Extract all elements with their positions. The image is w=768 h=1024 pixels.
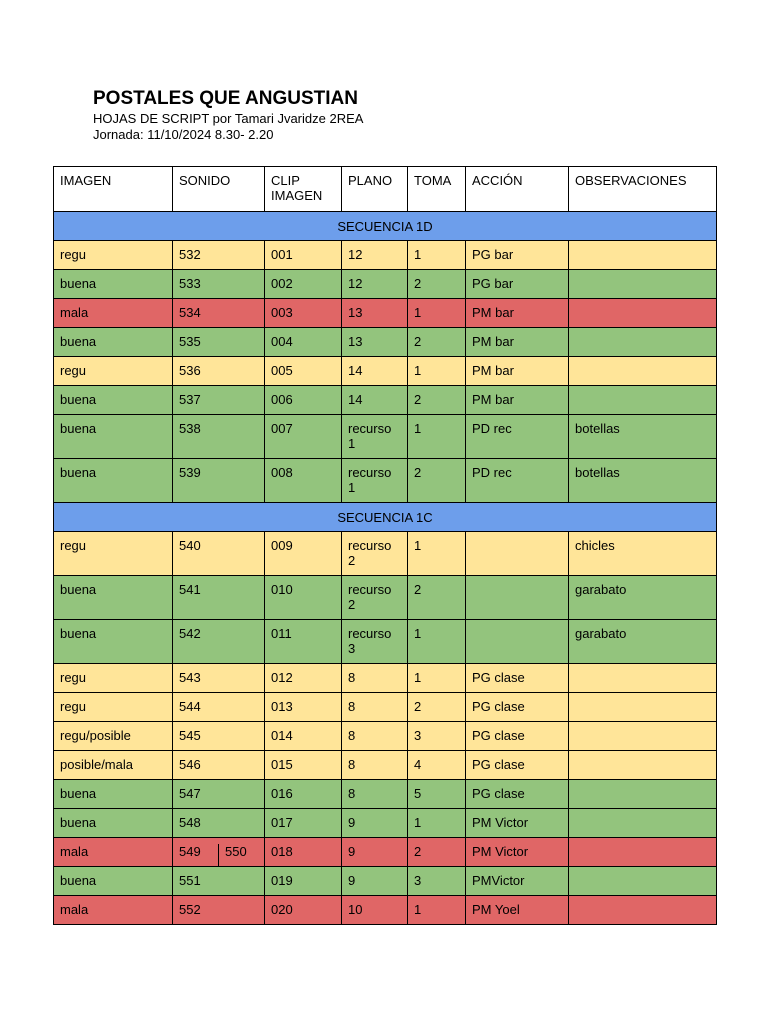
sonido-value-second: 550 (218, 844, 264, 866)
cell-plano: 13 (342, 328, 408, 357)
cell-plano: 8 (342, 722, 408, 751)
cell-imagen: regu (54, 241, 173, 270)
header-accion: ACCIÓN (466, 167, 569, 212)
cell-clip-imagen: 018 (265, 838, 342, 867)
cell-imagen: buena (54, 576, 173, 620)
cell-observaciones (569, 809, 717, 838)
document-title: POSTALES QUE ANGUSTIAN (93, 88, 358, 109)
script-table (53, 166, 717, 925)
header-imagen: IMAGEN (54, 167, 173, 212)
header-sonido: SONIDO (173, 167, 265, 212)
cell-clip-imagen: 007 (265, 415, 342, 459)
table-row (54, 722, 717, 751)
cell-sonido: 536 (173, 357, 265, 386)
cell-plano: 12 (342, 270, 408, 299)
cell-observaciones: chicles (569, 532, 717, 576)
table-row (54, 896, 717, 925)
cell-clip-imagen: 005 (265, 357, 342, 386)
cell-sonido: 552 (173, 896, 265, 925)
cell-observaciones: botellas (569, 415, 717, 459)
cell-accion: PMVictor (466, 867, 569, 896)
cell-clip-imagen: 008 (265, 459, 342, 503)
cell-clip-imagen: 012 (265, 664, 342, 693)
cell-sonido: 543 (173, 664, 265, 693)
table-row (54, 299, 717, 328)
cell-clip-imagen: 014 (265, 722, 342, 751)
header-toma: TOMA (408, 167, 466, 212)
cell-clip-imagen: 020 (265, 896, 342, 925)
cell-sonido: 533 (173, 270, 265, 299)
cell-toma: 1 (408, 299, 466, 328)
cell-clip-imagen: 003 (265, 299, 342, 328)
cell-clip-imagen: 016 (265, 780, 342, 809)
cell-accion: PG clase (466, 751, 569, 780)
cell-plano: 8 (342, 751, 408, 780)
cell-observaciones: garabato (569, 620, 717, 664)
cell-observaciones (569, 867, 717, 896)
cell-clip-imagen: 017 (265, 809, 342, 838)
cell-accion: PM bar (466, 386, 569, 415)
cell-imagen: regu (54, 664, 173, 693)
cell-sonido: 534 (173, 299, 265, 328)
cell-imagen: buena (54, 386, 173, 415)
cell-clip-imagen: 015 (265, 751, 342, 780)
cell-accion: PG bar (466, 270, 569, 299)
cell-sonido: 535 (173, 328, 265, 357)
cell-sonido: 537 (173, 386, 265, 415)
cell-clip-imagen: 019 (265, 867, 342, 896)
cell-observaciones (569, 299, 717, 328)
cell-plano: 14 (342, 386, 408, 415)
sonido-value: 549 (179, 844, 201, 859)
cell-plano: 13 (342, 299, 408, 328)
table-row (54, 328, 717, 357)
cell-accion: PG clase (466, 664, 569, 693)
cell-sonido: 546 (173, 751, 265, 780)
document-subtitle: HOJAS DE SCRIPT por Tamari Jvaridze 2REA (93, 111, 364, 126)
cell-accion: PM bar (466, 299, 569, 328)
cell-toma: 2 (408, 693, 466, 722)
header-clip-imagen: CLIP IMAGEN (265, 167, 342, 212)
cell-observaciones: botellas (569, 459, 717, 503)
cell-accion: PM Yoel (466, 896, 569, 925)
cell-accion (466, 576, 569, 620)
cell-imagen: regu (54, 693, 173, 722)
cell-clip-imagen: 011 (265, 620, 342, 664)
sequence-label: SECUENCIA 1C (54, 503, 717, 532)
cell-imagen: mala (54, 299, 173, 328)
cell-toma: 2 (408, 838, 466, 867)
cell-sonido: 541 (173, 576, 265, 620)
cell-accion: PG bar (466, 241, 569, 270)
table-row (54, 576, 717, 620)
header-plano: PLANO (342, 167, 408, 212)
cell-clip-imagen: 001 (265, 241, 342, 270)
sequence-header-row (54, 503, 717, 532)
cell-accion: PG clase (466, 722, 569, 751)
cell-observaciones (569, 722, 717, 751)
cell-toma: 2 (408, 328, 466, 357)
cell-observaciones (569, 693, 717, 722)
table-row (54, 459, 717, 503)
cell-sonido: 540 (173, 532, 265, 576)
cell-accion: PM bar (466, 357, 569, 386)
table-row (54, 357, 717, 386)
cell-plano: 8 (342, 780, 408, 809)
cell-imagen: mala (54, 838, 173, 867)
cell-observaciones (569, 270, 717, 299)
cell-sonido: 544 (173, 693, 265, 722)
cell-plano: recurso 1 (342, 415, 408, 459)
cell-toma: 1 (408, 241, 466, 270)
cell-plano: recurso 1 (342, 459, 408, 503)
document-header (93, 87, 363, 143)
cell-plano: 9 (342, 838, 408, 867)
cell-toma: 2 (408, 270, 466, 299)
cell-clip-imagen: 013 (265, 693, 342, 722)
cell-plano: recurso 2 (342, 576, 408, 620)
cell-accion: PD rec (466, 459, 569, 503)
table-row (54, 751, 717, 780)
cell-sonido: 551 (173, 867, 265, 896)
cell-imagen: buena (54, 780, 173, 809)
cell-observaciones (569, 241, 717, 270)
cell-toma: 3 (408, 722, 466, 751)
cell-toma: 1 (408, 532, 466, 576)
table-row (54, 386, 717, 415)
table-row (54, 780, 717, 809)
cell-observaciones: garabato (569, 576, 717, 620)
cell-plano: 12 (342, 241, 408, 270)
cell-plano: 10 (342, 896, 408, 925)
cell-imagen: regu (54, 357, 173, 386)
cell-imagen: buena (54, 459, 173, 503)
cell-sonido: 547 (173, 780, 265, 809)
table-row (54, 809, 717, 838)
cell-accion: PM Victor (466, 809, 569, 838)
cell-toma: 2 (408, 576, 466, 620)
table-row (54, 867, 717, 896)
table-row (54, 838, 717, 867)
cell-accion (466, 532, 569, 576)
sonido-split (173, 844, 264, 866)
cell-toma: 1 (408, 809, 466, 838)
cell-imagen: buena (54, 270, 173, 299)
cell-observaciones (569, 838, 717, 867)
cell-toma: 3 (408, 867, 466, 896)
cell-observaciones (569, 751, 717, 780)
cell-observaciones (569, 664, 717, 693)
cell-imagen: buena (54, 415, 173, 459)
cell-sonido: 538 (173, 415, 265, 459)
cell-observaciones (569, 780, 717, 809)
cell-observaciones (569, 386, 717, 415)
cell-toma: 5 (408, 780, 466, 809)
cell-imagen: regu/posible (54, 722, 173, 751)
cell-plano: 8 (342, 664, 408, 693)
cell-toma: 2 (408, 459, 466, 503)
cell-toma: 2 (408, 386, 466, 415)
table-row (54, 415, 717, 459)
cell-clip-imagen: 004 (265, 328, 342, 357)
cell-imagen: buena (54, 620, 173, 664)
cell-imagen: posible/mala (54, 751, 173, 780)
cell-sonido: 545 (173, 722, 265, 751)
cell-imagen: buena (54, 867, 173, 896)
cell-imagen: buena (54, 809, 173, 838)
cell-sonido: 542 (173, 620, 265, 664)
cell-toma: 1 (408, 357, 466, 386)
cell-plano: 9 (342, 867, 408, 896)
header-row (54, 167, 717, 212)
document-jornada: Jornada: 11/10/2024 8.30- 2.20 (93, 127, 274, 142)
table-row (54, 532, 717, 576)
cell-clip-imagen: 006 (265, 386, 342, 415)
cell-sonido: 532 (173, 241, 265, 270)
cell-plano: 14 (342, 357, 408, 386)
cell-clip-imagen: 009 (265, 532, 342, 576)
cell-observaciones (569, 896, 717, 925)
cell-sonido: 548 (173, 809, 265, 838)
header-observaciones: OBSERVACIONES (569, 167, 717, 212)
cell-toma: 4 (408, 751, 466, 780)
sequence-label: SECUENCIA 1D (54, 212, 717, 241)
cell-toma: 1 (408, 896, 466, 925)
cell-accion: PM bar (466, 328, 569, 357)
cell-plano: 9 (342, 809, 408, 838)
cell-observaciones (569, 328, 717, 357)
cell-plano: 8 (342, 693, 408, 722)
cell-imagen: regu (54, 532, 173, 576)
cell-accion: PG clase (466, 780, 569, 809)
table-row (54, 270, 717, 299)
cell-imagen: mala (54, 896, 173, 925)
sequence-header-row (54, 212, 717, 241)
table-row (54, 664, 717, 693)
cell-sonido (173, 838, 265, 867)
table-row (54, 241, 717, 270)
cell-accion: PG clase (466, 693, 569, 722)
table-row (54, 693, 717, 722)
cell-accion (466, 620, 569, 664)
cell-toma: 1 (408, 664, 466, 693)
cell-plano: recurso 2 (342, 532, 408, 576)
cell-plano: recurso 3 (342, 620, 408, 664)
table-row (54, 620, 717, 664)
cell-accion: PM Victor (466, 838, 569, 867)
cell-accion: PD rec (466, 415, 569, 459)
cell-clip-imagen: 002 (265, 270, 342, 299)
cell-clip-imagen: 010 (265, 576, 342, 620)
cell-observaciones (569, 357, 717, 386)
cell-imagen: buena (54, 328, 173, 357)
cell-toma: 1 (408, 620, 466, 664)
cell-sonido: 539 (173, 459, 265, 503)
cell-toma: 1 (408, 415, 466, 459)
